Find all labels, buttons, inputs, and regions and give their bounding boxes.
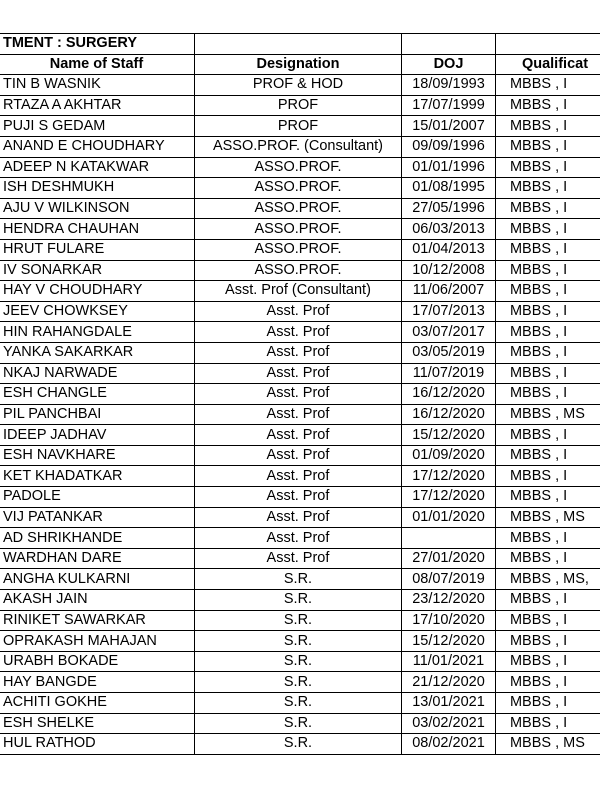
designation-cell: S.R. [194, 693, 401, 714]
qualification-cell: MBBS , I [495, 342, 600, 363]
table-row [0, 548, 600, 569]
doj-cell: 17/10/2020 [402, 610, 496, 631]
staff-table [0, 33, 600, 755]
staff-name-cell: ANGHA KULKARNI [0, 569, 194, 590]
qualification-cell: MBBS , I [495, 239, 600, 260]
staff-name-cell: AD SHRIKHANDE [0, 528, 194, 549]
doj-cell: 01/04/2013 [402, 239, 496, 260]
qualification-cell: MBBS , I [495, 445, 600, 466]
staff-name-cell: ESH NAVKHARE [0, 445, 194, 466]
table-row [0, 610, 600, 631]
designation-cell: ASSO.PROF. [194, 198, 401, 219]
designation-cell: ASSO.PROF. [194, 157, 401, 178]
table-row [0, 466, 600, 487]
designation-cell: Asst. Prof [194, 301, 401, 322]
table-row [0, 239, 600, 260]
designation-cell: Asst. Prof [194, 384, 401, 405]
qualification-cell: MBBS , I [495, 610, 600, 631]
staff-name-cell: HAY BANGDE [0, 672, 194, 693]
department-row [0, 34, 600, 55]
table-row [0, 590, 600, 611]
staff-name-cell: RINIKET SAWARKAR [0, 610, 194, 631]
table-row [0, 157, 600, 178]
qualification-cell: MBBS , I [495, 95, 600, 116]
doj-cell: 17/12/2020 [402, 466, 496, 487]
doj-cell: 15/12/2020 [402, 631, 496, 652]
staff-name-cell: NKAJ NARWADE [0, 363, 194, 384]
designation-cell: Asst. Prof [194, 466, 401, 487]
staff-name-cell: AKASH JAIN [0, 590, 194, 611]
qualification-cell: MBBS , I [495, 672, 600, 693]
doj-cell: 16/12/2020 [402, 404, 496, 425]
table-row [0, 219, 600, 240]
designation-cell: S.R. [194, 569, 401, 590]
staff-name-cell: URABH BOKADE [0, 651, 194, 672]
doj-cell: 01/09/2020 [402, 445, 496, 466]
staff-name-cell: ADEEP N KATAKWAR [0, 157, 194, 178]
designation-cell: ASSO.PROF. [194, 178, 401, 199]
staff-name-cell: ESH CHANGLE [0, 384, 194, 405]
header-designation: Designation [194, 54, 401, 75]
designation-cell: PROF [194, 95, 401, 116]
doj-cell: 11/07/2019 [402, 363, 496, 384]
designation-cell: Asst. Prof [194, 487, 401, 508]
table-row [0, 425, 600, 446]
designation-cell: S.R. [194, 672, 401, 693]
staff-name-cell: ESH SHELKE [0, 713, 194, 734]
staff-name-cell: IDEEP JADHAV [0, 425, 194, 446]
designation-cell: Asst. Prof [194, 445, 401, 466]
qualification-cell: MBBS , MS [495, 404, 600, 425]
table-row [0, 322, 600, 343]
table-row [0, 651, 600, 672]
designation-cell: S.R. [194, 590, 401, 611]
header-name: Name of Staff [0, 54, 194, 75]
staff-name-cell: RTAZA A AKHTAR [0, 95, 194, 116]
empty-cell [194, 34, 401, 55]
qualification-cell: MBBS , I [495, 198, 600, 219]
staff-name-cell: YANKA SAKARKAR [0, 342, 194, 363]
qualification-cell: MBBS , I [495, 425, 600, 446]
table-row [0, 672, 600, 693]
staff-name-cell: AJU V WILKINSON [0, 198, 194, 219]
doj-cell: 23/12/2020 [402, 590, 496, 611]
empty-cell [495, 34, 600, 55]
doj-cell: 01/01/1996 [402, 157, 496, 178]
doj-cell: 01/08/1995 [402, 178, 496, 199]
doj-cell: 11/06/2007 [402, 281, 496, 302]
staff-name-cell: OPRAKASH MAHAJAN [0, 631, 194, 652]
staff-name-cell: PIL PANCHBAI [0, 404, 194, 425]
staff-name-cell: PUJI S GEDAM [0, 116, 194, 137]
doj-cell: 08/07/2019 [402, 569, 496, 590]
empty-cell [402, 34, 496, 55]
staff-name-cell: ISH DESHMUKH [0, 178, 194, 199]
doj-cell: 01/01/2020 [402, 507, 496, 528]
designation-cell: S.R. [194, 610, 401, 631]
qualification-cell: MBBS , I [495, 590, 600, 611]
staff-name-cell: VIJ PATANKAR [0, 507, 194, 528]
designation-cell: ASSO.PROF. (Consultant) [194, 136, 401, 157]
doj-cell: 03/02/2021 [402, 713, 496, 734]
qualification-cell: MBBS , I [495, 713, 600, 734]
department-title: TMENT : SURGERY [0, 34, 194, 55]
table-row [0, 487, 600, 508]
doj-cell: 03/07/2017 [402, 322, 496, 343]
doj-cell: 17/07/2013 [402, 301, 496, 322]
doj-cell: 11/01/2021 [402, 651, 496, 672]
table-row [0, 342, 600, 363]
doj-cell: 17/12/2020 [402, 487, 496, 508]
designation-cell: ASSO.PROF. [194, 219, 401, 240]
table-row [0, 301, 600, 322]
qualification-cell: MBBS , I [495, 301, 600, 322]
designation-cell: Asst. Prof [194, 363, 401, 384]
designation-cell: S.R. [194, 631, 401, 652]
doj-cell: 27/05/1996 [402, 198, 496, 219]
table-row [0, 713, 600, 734]
doj-cell: 06/03/2013 [402, 219, 496, 240]
staff-name-cell: HUL RATHOD [0, 734, 194, 755]
designation-cell: PROF & HOD [194, 75, 401, 96]
qualification-cell: MBBS , I [495, 548, 600, 569]
staff-name-cell: ACHITI GOKHE [0, 693, 194, 714]
qualification-cell: MBBS , I [495, 528, 600, 549]
table-row [0, 528, 600, 549]
table-row [0, 198, 600, 219]
designation-cell: PROF [194, 116, 401, 137]
qualification-cell: MBBS , I [495, 75, 600, 96]
staff-name-cell: KET KHADATKAR [0, 466, 194, 487]
designation-cell: Asst. Prof (Consultant) [194, 281, 401, 302]
qualification-cell: MBBS , I [495, 178, 600, 199]
designation-cell: Asst. Prof [194, 528, 401, 549]
qualification-cell: MBBS , I [495, 693, 600, 714]
doj-cell: 15/01/2007 [402, 116, 496, 137]
staff-name-cell: HIN RAHANGDALE [0, 322, 194, 343]
table-row [0, 569, 600, 590]
table-row [0, 116, 600, 137]
table-row [0, 75, 600, 96]
designation-cell: Asst. Prof [194, 425, 401, 446]
staff-name-cell: WARDHAN DARE [0, 548, 194, 569]
qualification-cell: MBBS , MS [495, 507, 600, 528]
table-row [0, 136, 600, 157]
qualification-cell: MBBS , I [495, 157, 600, 178]
qualification-cell: MBBS , I [495, 219, 600, 240]
staff-name-cell: PADOLE [0, 487, 194, 508]
staff-name-cell: TIN B WASNIK [0, 75, 194, 96]
table-row [0, 734, 600, 755]
table-row [0, 281, 600, 302]
designation-cell: ASSO.PROF. [194, 260, 401, 281]
designation-cell: S.R. [194, 651, 401, 672]
doj-cell: 08/02/2021 [402, 734, 496, 755]
staff-name-cell: JEEV CHOWKSEY [0, 301, 194, 322]
table-row [0, 507, 600, 528]
doj-cell: 13/01/2021 [402, 693, 496, 714]
qualification-cell: MBBS , I [495, 322, 600, 343]
header-doj: DOJ [402, 54, 496, 75]
designation-cell: Asst. Prof [194, 342, 401, 363]
staff-name-cell: HRUT FULARE [0, 239, 194, 260]
qualification-cell: MBBS , I [495, 136, 600, 157]
doj-cell: 18/09/1993 [402, 75, 496, 96]
doj-cell: 21/12/2020 [402, 672, 496, 693]
qualification-cell: MBBS , I [495, 466, 600, 487]
table-row [0, 445, 600, 466]
qualification-cell: MBBS , I [495, 631, 600, 652]
staff-name-cell: IV SONARKAR [0, 260, 194, 281]
staff-name-cell: HAY V CHOUDHARY [0, 281, 194, 302]
qualification-cell: MBBS , I [495, 116, 600, 137]
doj-cell: 10/12/2008 [402, 260, 496, 281]
staff-name-cell: HENDRA CHAUHAN [0, 219, 194, 240]
table-row [0, 178, 600, 199]
qualification-cell: MBBS , I [495, 651, 600, 672]
doj-cell: 15/12/2020 [402, 425, 496, 446]
doj-cell: 09/09/1996 [402, 136, 496, 157]
qualification-cell: MBBS , I [495, 363, 600, 384]
qualification-cell: MBBS , MS [495, 734, 600, 755]
table-row [0, 260, 600, 281]
header-row [0, 54, 600, 75]
designation-cell: Asst. Prof [194, 548, 401, 569]
qualification-cell: MBBS , MS, [495, 569, 600, 590]
designation-cell: Asst. Prof [194, 322, 401, 343]
qualification-cell: MBBS , I [495, 281, 600, 302]
doj-cell: 16/12/2020 [402, 384, 496, 405]
table-row [0, 631, 600, 652]
table-row [0, 384, 600, 405]
designation-cell: Asst. Prof [194, 507, 401, 528]
designation-cell: Asst. Prof [194, 404, 401, 425]
qualification-cell: MBBS , I [495, 260, 600, 281]
doj-cell: 17/07/1999 [402, 95, 496, 116]
table-row [0, 404, 600, 425]
table-row [0, 693, 600, 714]
qualification-cell: MBBS , I [495, 384, 600, 405]
staff-name-cell: ANAND E CHOUDHARY [0, 136, 194, 157]
designation-cell: S.R. [194, 713, 401, 734]
doj-cell: 27/01/2020 [402, 548, 496, 569]
qualification-cell: MBBS , I [495, 487, 600, 508]
doj-cell: 03/05/2019 [402, 342, 496, 363]
table-row [0, 95, 600, 116]
designation-cell: S.R. [194, 734, 401, 755]
doj-cell [402, 528, 496, 549]
table-row [0, 363, 600, 384]
designation-cell: ASSO.PROF. [194, 239, 401, 260]
header-qualification: Qualificat [495, 54, 600, 75]
